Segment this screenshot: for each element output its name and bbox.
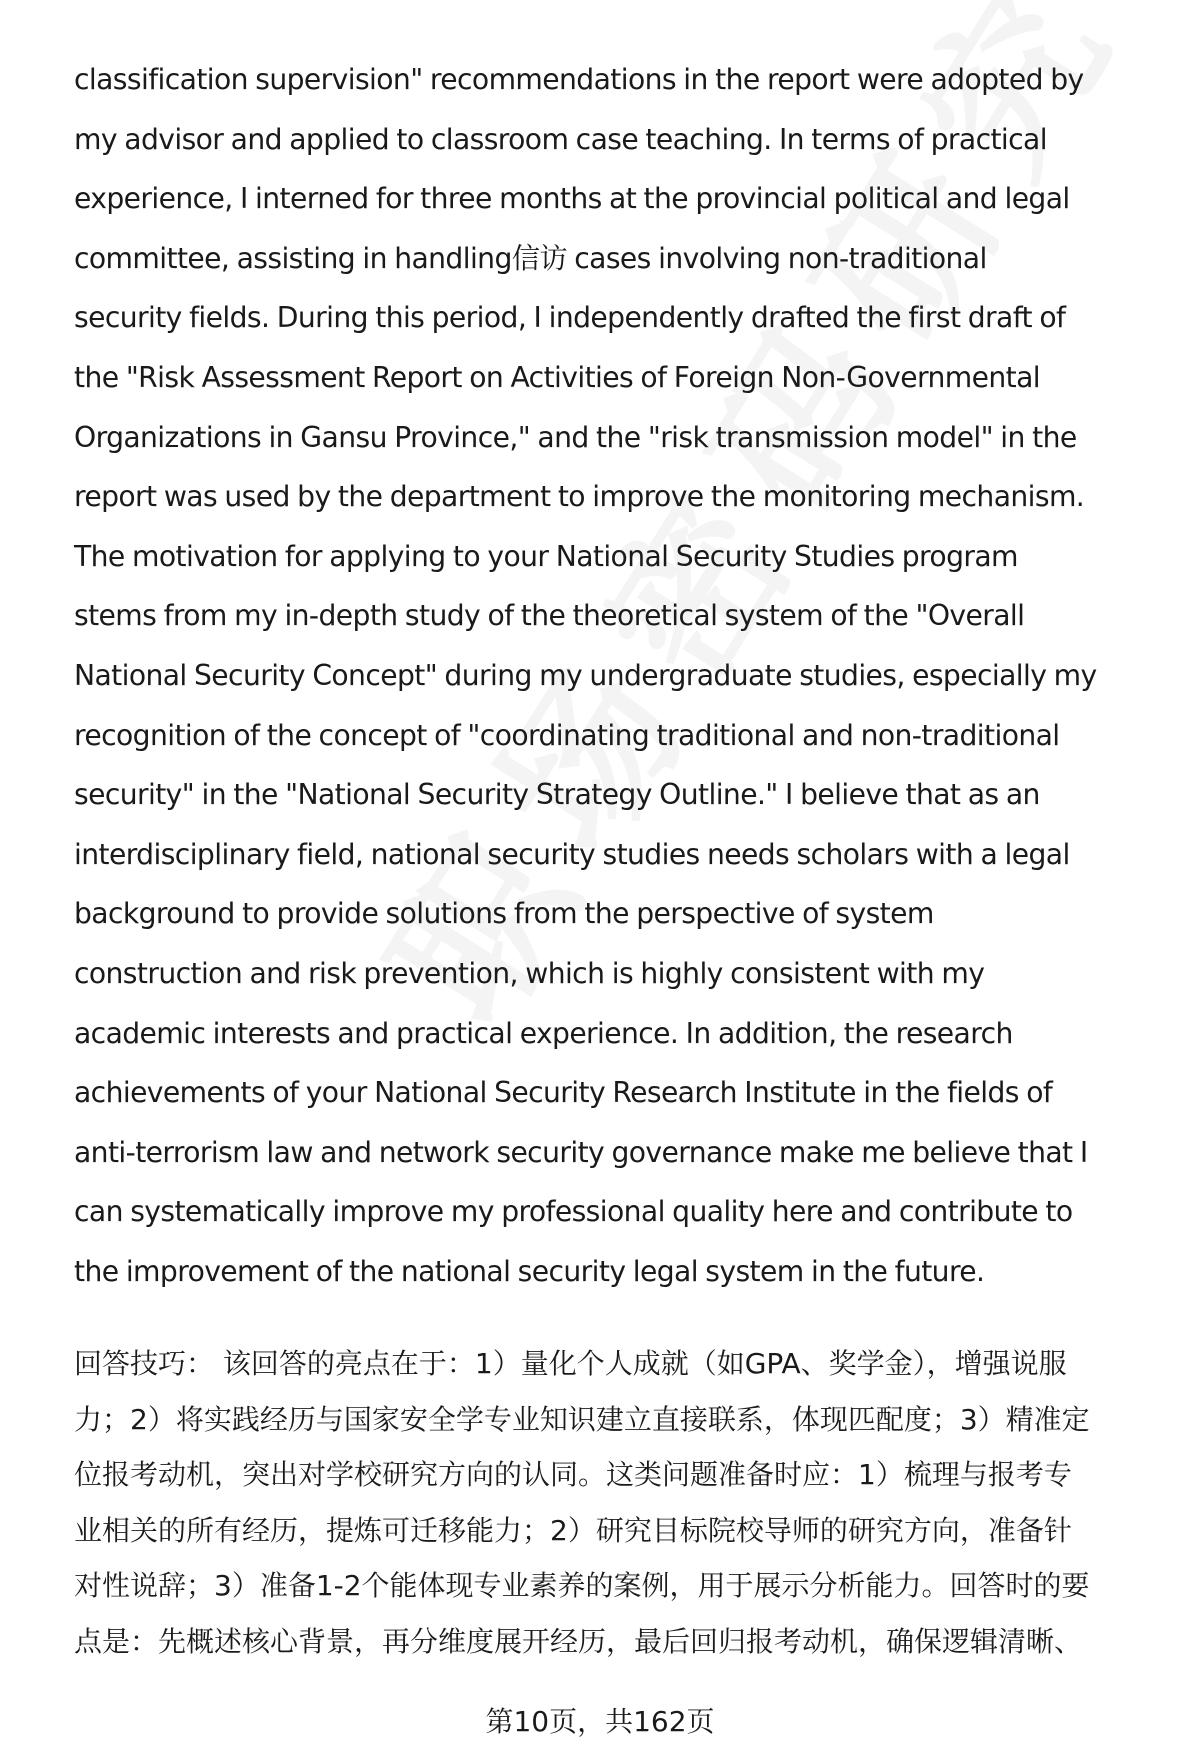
tips-line: 回答技巧： 该回答的亮点在于：1）量化个人成就（如GPA、奖学金），增强说服 — [74, 1347, 1067, 1380]
tips-line: 位报考动机，突出对学校研究方向的认同。这类问题准备时应：1）梳理与报考专 — [74, 1458, 1072, 1491]
text-line: construction and risk prevention, which is highly consistent with my — [74, 956, 985, 990]
text-line: achievements of your National Security Research Institute in the fields of — [74, 1076, 1053, 1110]
text-line: academic interests and practical experience. In addition, the research — [74, 1016, 1013, 1050]
text-line: can systematically improve my professional quality here and contribute to — [74, 1195, 1073, 1229]
tips-line: 对性说辞；3）准备1-2个能体现专业素养的案例，用于展示分析能力。回答时的要 — [74, 1569, 1090, 1602]
page-number-footer: 第10页，共162页 — [485, 1705, 715, 1738]
text-line: my advisor and applied to classroom case teaching. In terms of practical — [74, 122, 1047, 156]
text-line: security fields. During this period, I independently drafted the first draft of — [74, 301, 1066, 335]
text-line: the "Risk Assessment Report on Activities of Foreign Non-Governmental — [74, 360, 1040, 394]
statement-paragraph — [74, 50, 1154, 1301]
text-line: background to provide solutions from the perspective of system — [74, 897, 934, 931]
text-line: recognition of the concept of "coordinating traditional and non-traditional — [74, 718, 1060, 752]
text-line: interdisciplinary field, national security studies needs scholars with a legal — [74, 837, 1070, 871]
text-line: classification supervision" recommendations in the report were adopted by — [74, 63, 1084, 96]
text-line: report was used by the department to improve the monitoring mechanism. — [74, 480, 1085, 514]
text-line: security" in the "National Security Strategy Outline." I believe that as an — [74, 778, 1040, 812]
text-line: The motivation for applying to your National Security Studies program — [74, 539, 1018, 573]
text-line: committee, assisting in handling信访 cases involving non-traditional — [74, 241, 987, 275]
tips-line: 力；2）将实践经历与国家安全学专业知识建立直接联系，体现匹配度；3）精准定 — [74, 1402, 1090, 1436]
tips-line: 点是：先概述核心背景，再分维度展开经历，最后回归报考动机，确保逻辑清晰、 — [74, 1624, 1083, 1658]
text-line: stems from my in-depth study of the theoretical system of the "Overall — [74, 599, 1025, 633]
text-line: National Security Concept" during my undergraduate studies, especially my — [74, 658, 1097, 692]
tips-line: 业相关的所有经历，提炼可迁移能力；2）研究目标院校导师的研究方向，准备针 — [74, 1513, 1072, 1547]
answer-tips-paragraph — [74, 1336, 1154, 1669]
text-line: anti-terrorism law and network security governance make me believe that I — [74, 1135, 1088, 1169]
text-line: experience, I interned for three months at the provincial political and legal — [74, 182, 1070, 216]
text-line: Organizations in Gansu Province," and the "risk transmission model" in the — [74, 420, 1077, 454]
text-line: the improvement of the national security legal system in the future. — [74, 1254, 985, 1288]
